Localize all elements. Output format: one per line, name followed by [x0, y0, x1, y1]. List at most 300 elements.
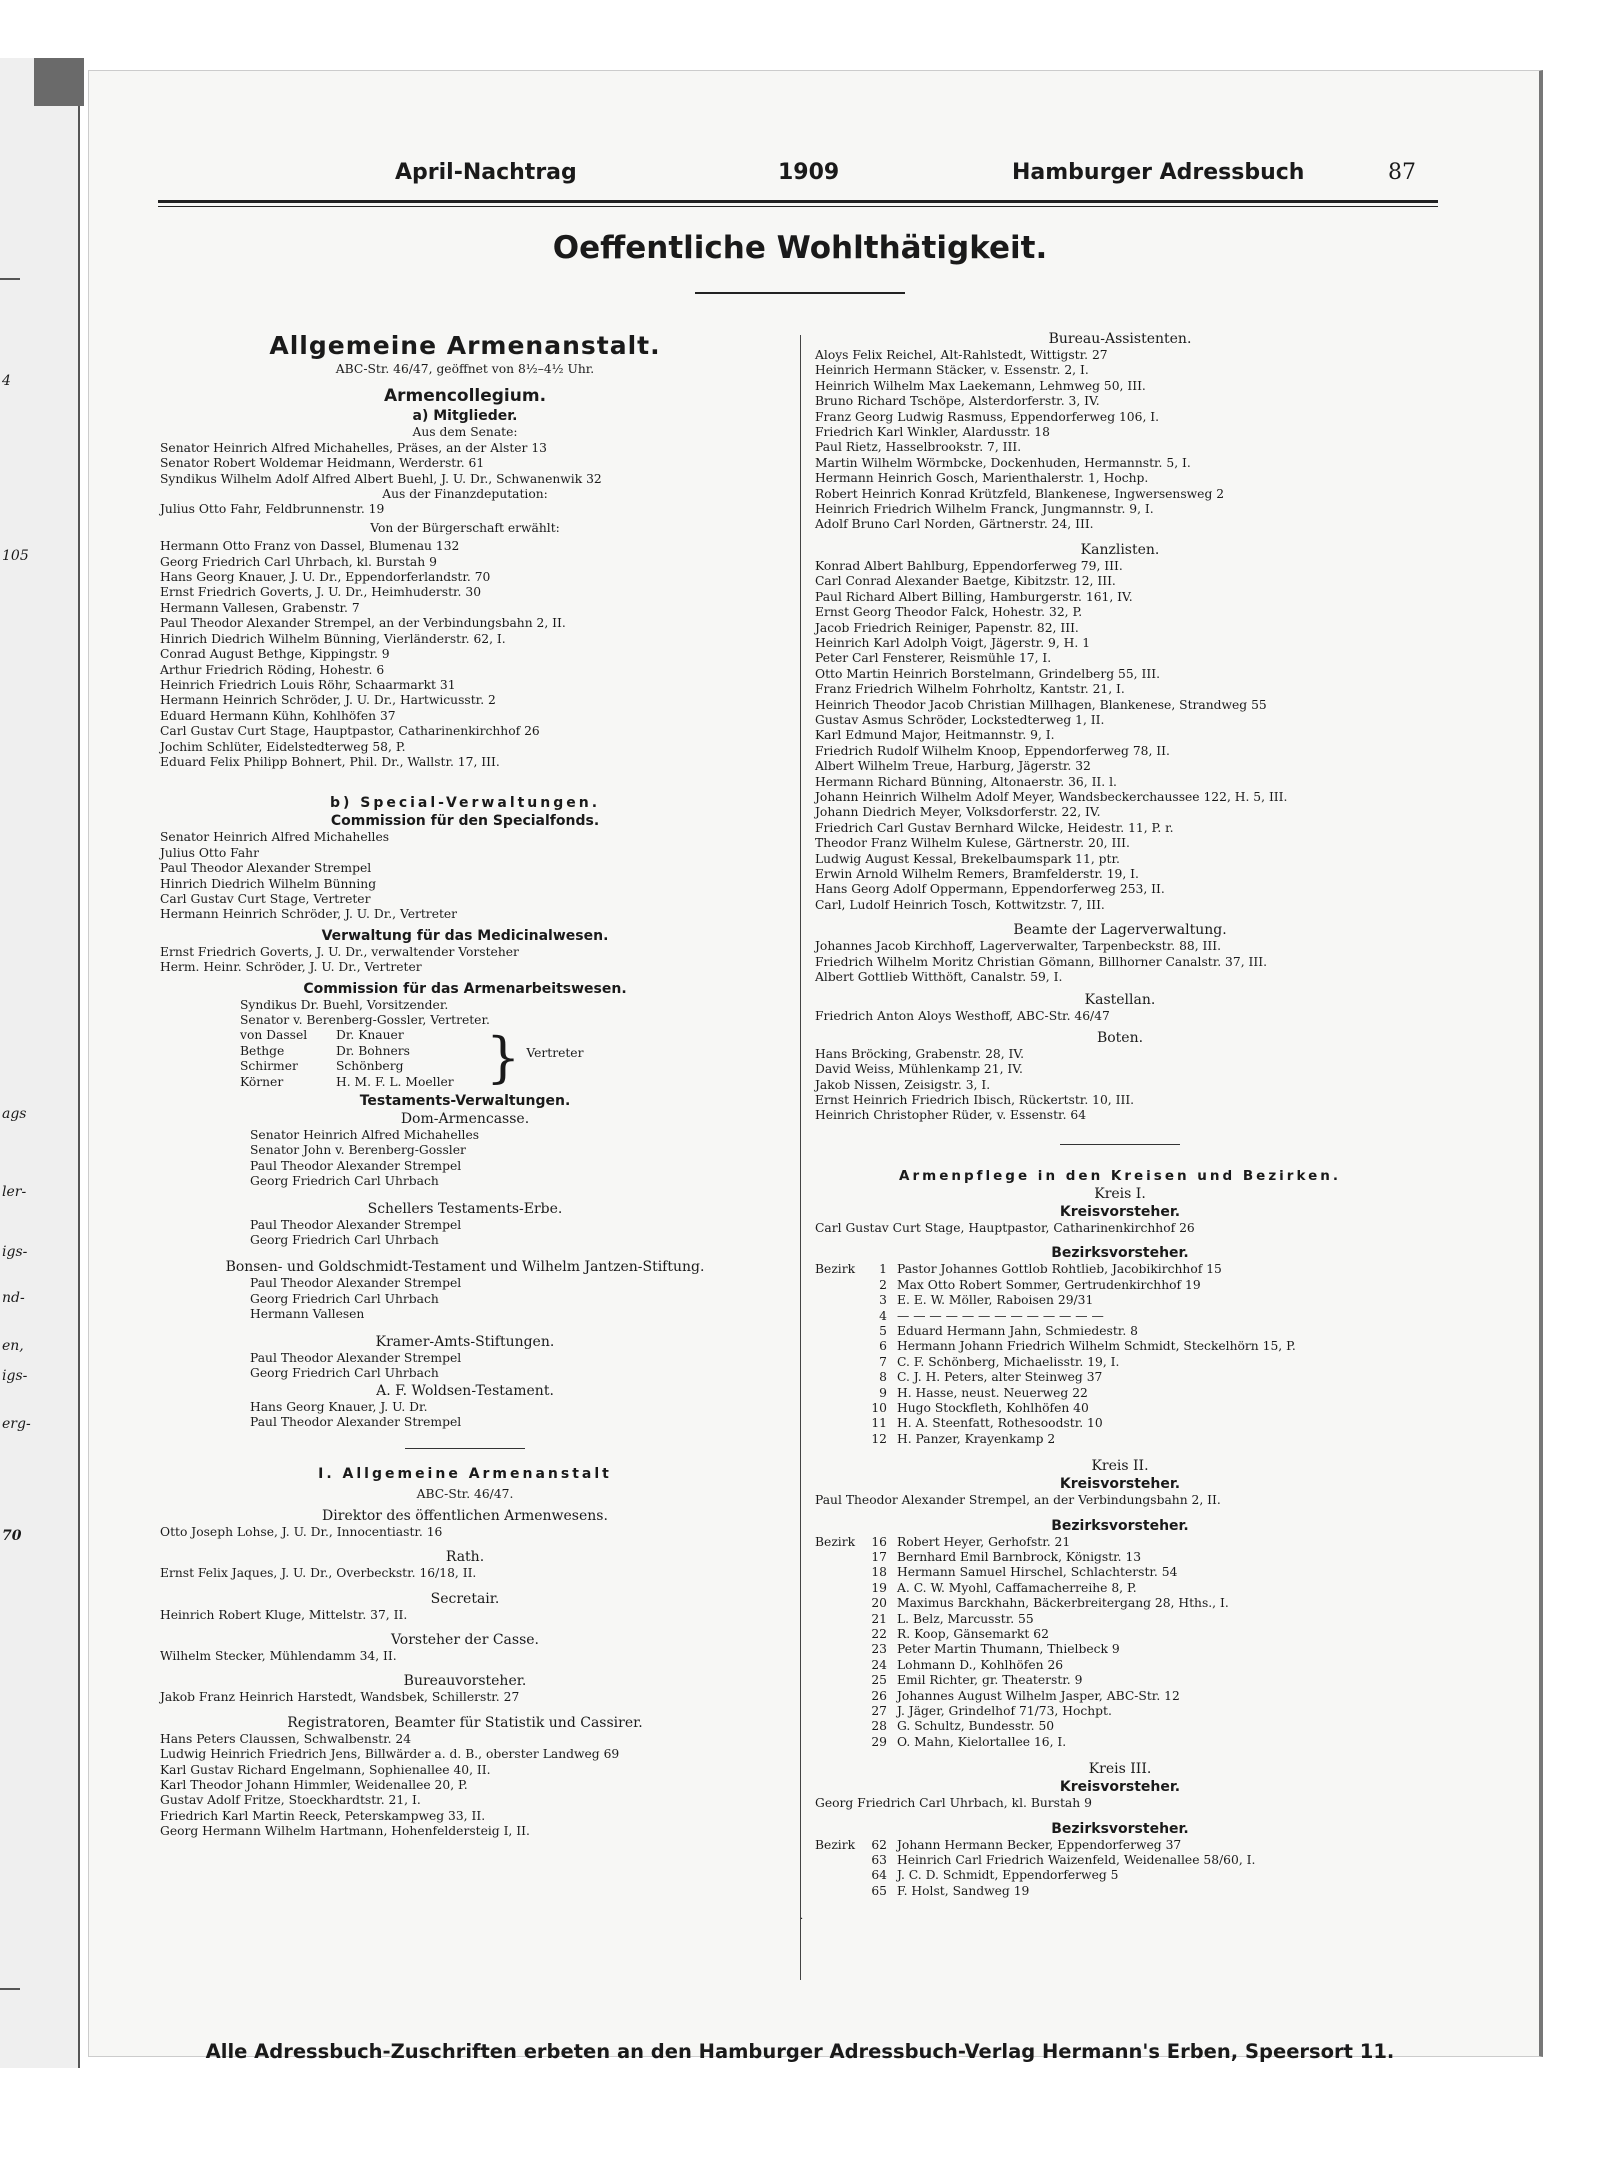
- section-divider: [405, 1448, 525, 1449]
- address-line: ABC-Str. 46/47, geöffnet von 8½–4½ Uhr.: [335, 362, 595, 376]
- precinct-row: [815, 1309, 1425, 1324]
- precinct-number: 9: [879, 1385, 887, 1400]
- precinct-label: Bezirk: [815, 1837, 856, 1852]
- precinct-row: [815, 1370, 1425, 1385]
- precinct-row: [815, 1339, 1425, 1354]
- precinct-label: [815, 1689, 859, 1704]
- group-heading: Bureauvorsteher.: [403, 1673, 527, 1690]
- precinct-row: [815, 1673, 1425, 1688]
- castellan-list: [815, 1009, 1425, 1024]
- list-item: Friedrich Rudolf Wilhelm Knoop, Eppendorferweg 78, II.: [815, 743, 1170, 758]
- precinct-row: [815, 1719, 1425, 1734]
- precinct-row: [815, 1355, 1425, 1370]
- precinct-label: [815, 1370, 859, 1385]
- list-item: Ernst Georg Theodor Falck, Hohestr. 32, P.: [815, 605, 1083, 620]
- list-item: Ernst Friedrich Goverts, J. U. Dr., Heimhuderstr. 30: [160, 585, 482, 600]
- citizen-members-list: [160, 539, 770, 770]
- precinct-label: [815, 1735, 859, 1750]
- secretary-list: [160, 1608, 770, 1623]
- substitute-column: [336, 1028, 496, 1090]
- precinct-head: Max Otto Robert Sommer, Gertrudenkirchhof 19: [897, 1277, 1201, 1292]
- list-item: Paul Richard Albert Billing, Hamburgerstr. 161, IV.: [815, 589, 1133, 604]
- precinct-row: [815, 1432, 1425, 1447]
- precinct-row: [815, 1612, 1425, 1627]
- list-item: Johann Heinrich Wilhelm Adolf Meyer, Wandsbeckerchaussee 122, H. 5, III.: [815, 789, 1288, 804]
- district-head: Carl Gustav Curt Stage, Hauptpastor, Catharinenkirchhof 26: [815, 1220, 1195, 1235]
- list-item: Friedrich Carl Gustav Bernhard Wilcke, Heidestr. 11, P. r.: [815, 820, 1174, 835]
- group-heading: Kanzlisten.: [1080, 541, 1160, 558]
- prev-page-fragment: en,: [2, 1338, 24, 1354]
- list-item: Albert Wilhelm Treue, Harburg, Jägerstr. 32: [815, 759, 1091, 774]
- substitute-column: [240, 1028, 336, 1090]
- list-item: Senator Heinrich Alfred Michahelles: [250, 1128, 480, 1143]
- brace: }: [486, 1026, 521, 1090]
- precinct-number: 22: [871, 1627, 887, 1641]
- precinct-row: [815, 1565, 1425, 1580]
- page-title: Oeffentliche Wohlthätigkeit.: [552, 230, 1048, 266]
- precinct-row: [815, 1642, 1425, 1657]
- precinct-label: [815, 1432, 859, 1447]
- director-list: [160, 1525, 770, 1540]
- list-item: Senator v. Berenberg-Gossler, Vertreter.: [240, 1013, 490, 1027]
- list-item: Senator Heinrich Alfred Michahelles, Präses, an der Alster 13: [160, 440, 547, 455]
- group-heading: Aus dem Senate:: [412, 425, 518, 440]
- list-item: Georg Hermann Wilhelm Hartmann, Hohenfeldersteig I, II.: [160, 1824, 530, 1839]
- precinct-head: H. Hasse, neust. Neuerweg 22: [897, 1385, 1088, 1400]
- district-head-label: Kreisvorsteher.: [1059, 1476, 1181, 1493]
- list-item: Georg Friedrich Carl Uhrbach: [250, 1174, 439, 1189]
- precinct-head: Johann Hermann Becker, Eppendorferweg 37: [897, 1837, 1182, 1852]
- precinct-label: [815, 1565, 859, 1580]
- substitute-block: [160, 1028, 770, 1090]
- list-item: Julius Otto Fahr, Feldbrunnenstr. 19: [160, 502, 385, 517]
- list-item: Paul Theodor Alexander Strempel: [160, 861, 372, 876]
- list-item: Carl Gustav Curt Stage, Hauptpastor, Catharinenkirchhof 26: [160, 724, 540, 739]
- precinct-row: [815, 1278, 1425, 1293]
- precinct-row: [815, 1689, 1425, 1704]
- precinct-head: C. J. H. Peters, alter Steinweg 37: [897, 1370, 1103, 1385]
- precinct-label: [815, 1612, 859, 1627]
- scheller-list: [160, 1218, 770, 1249]
- precinct-row: [815, 1535, 1425, 1550]
- list-item: Jochim Schlüter, Eidelstedterweg 58, P.: [160, 739, 406, 754]
- group-heading: Rath.: [445, 1549, 485, 1566]
- precinct-number: 16: [871, 1534, 887, 1549]
- previous-page-edge: [0, 58, 80, 2068]
- list-item: Körner: [240, 1074, 284, 1089]
- precinct-number: 27: [871, 1704, 887, 1719]
- district-head: Paul Theodor Alexander Strempel, an der Verbindungsbahn 2, II.: [815, 1493, 1221, 1508]
- list-item: Jakob Nissen, Zeisigstr. 3, I.: [815, 1077, 991, 1092]
- section-heading: Armencollegium.: [383, 386, 547, 407]
- prev-page-fragment: 70: [2, 1528, 22, 1544]
- list-item: Hermann Richard Bünning, Altonaerstr. 36, II. l.: [815, 774, 1117, 789]
- senate-members-list: [160, 441, 770, 487]
- list-item: Ludwig August Kessal, Brekelbaumspark 11, ptr.: [815, 851, 1120, 866]
- precinct-label: Bezirk: [815, 1262, 856, 1277]
- list-item: Paul Theodor Alexander Strempel: [250, 1414, 462, 1429]
- precinct-number: 62: [871, 1837, 887, 1852]
- page-mark: ·: [800, 1914, 804, 1925]
- precinct-head: Heinrich Carl Friedrich Waizenfeld, Weidenallee 58/60, I.: [897, 1853, 1256, 1868]
- list-item: Carl, Ludolf Heinrich Tosch, Kottwitzstr. 7, III.: [815, 897, 1105, 912]
- prev-page-rule: [0, 1988, 20, 1990]
- warehouse-staff-list: [815, 939, 1425, 985]
- precinct-head: Hugo Stockfleth, Kohlhöfen 40: [897, 1400, 1089, 1415]
- subsection-heading: Testaments-Verwaltungen.: [359, 1093, 571, 1110]
- list-item: Wilhelm Stecker, Mühlendamm 34, II.: [160, 1648, 397, 1663]
- precinct-row: [815, 1596, 1425, 1611]
- list-item: Heinrich Friedrich Wilhelm Franck, Jungmannstr. 9, I.: [815, 502, 1154, 517]
- list-item: Martin Wilhelm Wörmbcke, Dockenhuden, Hermannstr. 5, I.: [815, 455, 1191, 470]
- precinct-number: 12: [871, 1431, 887, 1446]
- precinct-head: J. Jäger, Grindelhof 71/73, Hochpt.: [897, 1704, 1112, 1719]
- list-item: Dr. Knauer: [336, 1028, 404, 1043]
- precinct-label: [815, 1884, 859, 1899]
- list-item: Paul Theodor Alexander Strempel: [250, 1350, 462, 1365]
- precinct-head-label: Bezirksvorsteher.: [1051, 1820, 1189, 1837]
- list-item: Senator John v. Berenberg-Gossler: [250, 1143, 466, 1158]
- title-rule: [695, 292, 905, 294]
- list-item: Heinrich Wilhelm Max Laekemann, Lehmweg 50, III.: [815, 378, 1146, 393]
- list-item: Karl Edmund Major, Heitmannstr. 9, I.: [815, 728, 1055, 743]
- list-item: Heinrich Christopher Rüder, v. Essenstr. 64: [815, 1108, 1087, 1123]
- group-heading: Kastellan.: [1084, 992, 1156, 1009]
- commission-list: [160, 830, 770, 922]
- precinct-number: 10: [871, 1400, 887, 1415]
- precinct-head: Bernhard Emil Barnbrock, Königstr. 13: [897, 1549, 1142, 1564]
- council-list: [160, 1566, 770, 1581]
- precinct-label: [815, 1309, 859, 1324]
- precinct-row: [815, 1293, 1425, 1308]
- precinct-row: [815, 1838, 1425, 1853]
- group-heading: Registratoren, Beamter für Statistik und Cassirer.: [287, 1714, 643, 1731]
- list-item: Hermann Vallesen: [250, 1307, 365, 1322]
- list-item: Carl Conrad Alexander Baetge, Kibitzstr. 12, III.: [815, 574, 1116, 589]
- list-item: Ernst Felix Jaques, J. U. Dr., Overbeckstr. 16/18, II.: [160, 1566, 477, 1581]
- list-item: Johann Diedrich Meyer, Volksdorferstr. 22, IV.: [815, 805, 1101, 820]
- prev-page-rule: [0, 278, 20, 280]
- list-item: Erwin Arnold Wilhelm Remers, Bramfelderstr. 19, I.: [815, 867, 1139, 881]
- precinct-number: 1: [879, 1262, 887, 1277]
- list-item: Paul Rietz, Hasselbrookstr. 7, III.: [815, 440, 1022, 455]
- precinct-head: Robert Heyer, Gerhofstr. 21: [897, 1534, 1071, 1549]
- precinct-label: [815, 1658, 859, 1673]
- registrar-list: [160, 1732, 770, 1840]
- precinct-head: Hermann Johann Friedrich Wilhelm Schmidt, Steckelhörn 15, P.: [897, 1339, 1296, 1354]
- precinct-label: [815, 1642, 859, 1657]
- list-item: Bruno Richard Tschöpe, Alsterdorferstr. 3, IV.: [815, 394, 1100, 409]
- list-item: Theodor Franz Wilhelm Kulese, Gärtnerstr. 20, III.: [815, 836, 1130, 851]
- precinct-number: 29: [871, 1734, 887, 1749]
- precinct-label: [815, 1355, 859, 1370]
- precinct-head: O. Mahn, Kielortallee 16, I.: [897, 1734, 1067, 1749]
- precinct-number: 19: [871, 1580, 887, 1595]
- precinct-head: — — — — — — — — — — — — —: [897, 1308, 1104, 1323]
- prev-page-fragment: igs-: [2, 1368, 28, 1384]
- list-item: Paul Theodor Alexander Strempel: [250, 1158, 462, 1173]
- prev-page-fragment: nd-: [2, 1290, 25, 1306]
- list-item: Senator Robert Woldemar Heidmann, Werderstr. 61: [160, 456, 485, 471]
- list-item: Hinrich Diedrich Wilhelm Bünning: [160, 876, 377, 891]
- list-item: Hans Georg Adolf Oppermann, Eppendorferweg 253, II.: [815, 882, 1165, 897]
- clerks-list: [815, 559, 1425, 913]
- list-item: Hermann Otto Franz von Dassel, Blumenau 132: [160, 539, 460, 554]
- list-item: Eduard Hermann Kühn, Kohlhöfen 37: [160, 708, 396, 723]
- precinct-head: H. A. Steenfatt, Rothesoodstr. 10: [897, 1416, 1103, 1431]
- list-item: Paul Theodor Alexander Strempel: [250, 1217, 462, 1232]
- precinct-number: 2: [879, 1277, 887, 1292]
- list-item: Friedrich Wilhelm Moritz Christian Gömann, Billhorner Canalstr. 37, III.: [815, 954, 1267, 969]
- precinct-row: [815, 1868, 1425, 1883]
- header-rule: [158, 206, 1438, 207]
- address-line: ABC-Str. 46/47.: [416, 1487, 514, 1502]
- list-item: Franz Friedrich Wilhelm Fohrholtz, Kantstr. 21, I.: [815, 682, 1125, 697]
- precinct-number: 26: [871, 1688, 887, 1703]
- precinct-row: [815, 1262, 1425, 1277]
- precinct-number: 8: [879, 1370, 887, 1385]
- list-item: Paul Theodor Alexander Strempel, an der Verbindungsbahn 2, II.: [160, 616, 566, 631]
- precinct-head: Pastor Johannes Gottlob Rohtlieb, Jacobikirchhof 15: [897, 1262, 1222, 1277]
- list-item: Bethge: [240, 1043, 285, 1058]
- list-item: Herm. Heinr. Schröder, J. U. Dr., Vertreter: [160, 960, 422, 975]
- list-item: Jakob Franz Heinrich Harstedt, Wandsbek, Schillerstr. 27: [160, 1690, 520, 1705]
- precinct-number: 6: [879, 1339, 887, 1354]
- list-item: von Dassel: [240, 1028, 308, 1043]
- precinct-label: [815, 1853, 859, 1868]
- precinct-label: [815, 1416, 859, 1431]
- precinct-label: [815, 1293, 859, 1308]
- list-item: Friedrich Karl Winkler, Alardusstr. 18: [815, 425, 1050, 440]
- precinct-row: [815, 1735, 1425, 1750]
- precinct-label: [815, 1339, 859, 1354]
- list-item: Schönberg: [336, 1059, 404, 1074]
- group-heading: Beamte der Lagerverwaltung.: [1013, 922, 1227, 939]
- list-item: Syndikus Wilhelm Adolf Alfred Albert Buehl, J. U. Dr., Schwanenwik 32: [160, 471, 602, 486]
- precinct-label: [815, 1627, 859, 1642]
- list-item: Schirmer: [240, 1059, 298, 1074]
- list-item: Hans Georg Knauer, J. U. Dr., Eppendorferlandstr. 70: [160, 570, 491, 585]
- list-item: Hermann Heinrich Gosch, Marienthalerstr. 1, Hochp.: [815, 471, 1149, 486]
- group-heading: Von der Bürgerschaft erwählt:: [370, 520, 560, 535]
- section-heading: Allgemeine Armenanstalt.: [269, 331, 661, 360]
- precinct-label: [815, 1596, 859, 1611]
- list-item: Peter Carl Fensterer, Reismühle 17, I.: [815, 651, 1052, 666]
- list-item: Heinrich Theodor Jacob Christian Millhagen, Blankenese, Strandweg 55: [815, 697, 1267, 712]
- precinct-head: Peter Martin Thumann, Thielbeck 9: [897, 1642, 1120, 1657]
- list-item: Ludwig Heinrich Friedrich Jens, Billwärder a. d. B., oberster Landweg 69: [160, 1747, 620, 1762]
- header-edition: April-Nachtrag: [395, 160, 577, 185]
- precinct-number: 23: [871, 1642, 887, 1657]
- precinct-label: [815, 1324, 859, 1339]
- list-item: Hermann Heinrich Schröder, J. U. Dr., Hartwicusstr. 2: [160, 693, 496, 708]
- list-item: Hans Bröcking, Grabenstr. 28, IV.: [815, 1046, 1025, 1061]
- left-column: [160, 330, 770, 1840]
- group-heading: Aus der Finanzdeputation:: [382, 487, 548, 502]
- precinct-label: [815, 1550, 859, 1565]
- list-item: Georg Friedrich Carl Uhrbach: [250, 1291, 439, 1306]
- list-item: Dr. Bohners: [336, 1043, 410, 1058]
- page-number: 87: [1388, 160, 1416, 185]
- precinct-number: 11: [871, 1416, 887, 1431]
- precinct-row: [815, 1386, 1425, 1401]
- header-rule: [158, 200, 1438, 203]
- precinct-row: [815, 1550, 1425, 1565]
- precinct-head: E. E. W. Möller, Raboisen 29/31: [897, 1293, 1094, 1308]
- medicinal-list: [160, 945, 770, 976]
- precinct-label: [815, 1581, 859, 1596]
- precinct-number: 28: [871, 1719, 887, 1734]
- list-item: Karl Theodor Johann Himmler, Weidenallee 20, P.: [160, 1777, 468, 1792]
- list-item: Adolf Bruno Carl Norden, Gärtnerstr. 24, III.: [815, 517, 1094, 532]
- prev-page-fragment: igs-: [2, 1244, 28, 1260]
- header-year: 1909: [778, 160, 840, 185]
- list-item: Franz Georg Ludwig Rasmuss, Eppendorferweg 106, I.: [815, 409, 1160, 424]
- precinct-head: R. Koop, Gänsemarkt 62: [897, 1627, 1049, 1641]
- precinct-head: L. Belz, Marcusstr. 55: [897, 1611, 1034, 1626]
- section-divider: [1060, 1144, 1180, 1145]
- bureau-head-list: [160, 1690, 770, 1705]
- list-item: Hinrich Diedrich Wilhelm Bünning, Vierländerstr. 62, I.: [160, 631, 506, 646]
- list-item: Karl Gustav Richard Engelmann, Sophienallee 40, II.: [160, 1762, 491, 1777]
- precinct-head: Emil Richter, gr. Theaterstr. 9: [897, 1673, 1083, 1688]
- prev-page-fragment: ler-: [2, 1184, 27, 1200]
- precinct-number: 5: [879, 1323, 887, 1338]
- group-heading: Secretair.: [430, 1590, 500, 1607]
- precinct-head: Hermann Samuel Hirschel, Schlachterstr. 54: [897, 1565, 1178, 1580]
- precinct-head: Johannes August Wilhelm Jasper, ABC-Str. 12: [897, 1688, 1180, 1703]
- list-item: Senator Heinrich Alfred Michahelles: [160, 830, 390, 845]
- precinct-head: C. F. Schönberg, Michaelisstr. 19, I.: [897, 1354, 1120, 1369]
- precinct-row: [815, 1627, 1425, 1642]
- precinct-row: [815, 1401, 1425, 1416]
- precinct-head: J. C. D. Schmidt, Eppendorferweg 5: [897, 1868, 1119, 1883]
- dom-list: [160, 1128, 770, 1190]
- list-item: Hermann Heinrich Schröder, J. U. Dr., Vertreter: [160, 907, 458, 922]
- precinct-row: [815, 1581, 1425, 1596]
- group-heading: A. F. Woldsen-Testament.: [376, 1382, 554, 1399]
- list-item: Hans Georg Knauer, J. U. Dr.: [250, 1399, 428, 1414]
- prev-page-fragment: ags: [2, 1106, 27, 1122]
- list-item: Konrad Albert Bahlburg, Eppendorferweg 79, III.: [815, 558, 1123, 573]
- precinct-number: 64: [871, 1868, 887, 1883]
- group-heading: Schellers Testaments-Erbe.: [367, 1200, 563, 1217]
- precinct-head: A. C. W. Myohl, Caffamacherreihe 8, P.: [897, 1580, 1137, 1595]
- precinct-head: H. Panzer, Krayenkamp 2: [897, 1431, 1056, 1446]
- subsection-heading: a) Mitglieder.: [412, 408, 518, 425]
- prev-page-fragment: 105: [2, 548, 29, 564]
- precinct-number: 7: [879, 1354, 887, 1369]
- list-item: Gustav Asmus Schröder, Lockstedterweg 1, II.: [815, 712, 1105, 727]
- list-item: Arthur Friedrich Röding, Hohestr. 6: [160, 662, 385, 677]
- group-heading: Kramer-Amts-Stiftungen.: [375, 1333, 555, 1350]
- messengers-list: [815, 1047, 1425, 1124]
- header-book-title: Hamburger Adressbuch: [1012, 160, 1305, 185]
- list-item: Otto Joseph Lohse, J. U. Dr., Innocentiastr. 16: [160, 1524, 443, 1539]
- list-item: H. M. F. L. Moeller: [336, 1074, 454, 1089]
- precinct-number: 63: [871, 1853, 887, 1868]
- list-item: Ernst Heinrich Friedrich Ibisch, Rückertstr. 10, III.: [815, 1093, 1135, 1108]
- precinct-row: [815, 1704, 1425, 1719]
- precinct-head-label: Bezirksvorsteher.: [1051, 1245, 1189, 1262]
- list-item: David Weiss, Mühlenkamp 21, IV.: [815, 1062, 1023, 1077]
- precinct-label: Bezirk: [815, 1534, 856, 1549]
- list-item: Robert Heinrich Konrad Krützfeld, Blankenese, Ingwersensweg 2: [815, 486, 1225, 501]
- page-footer: Alle Adressbuch-Zuschriften erbeten an den Hamburger Adressbuch-Verlag Hermann's Erben, Speersort 11.: [205, 2040, 1395, 2063]
- list-item: Hans Peters Claussen, Schwalbenstr. 24: [160, 1731, 412, 1746]
- right-column: [815, 330, 1425, 1909]
- group-heading: Vorsteher der Casse.: [390, 1631, 540, 1648]
- section-heading: I. Allgemeine Armenanstalt: [318, 1466, 612, 1483]
- precinct-number: 3: [879, 1293, 887, 1308]
- district-head-label: Kreisvorsteher.: [1059, 1203, 1181, 1220]
- group-heading: Bonsen- und Goldschmidt-Testament und Wilhelm Jantzen-Stiftung.: [225, 1259, 705, 1276]
- precinct-head: Eduard Hermann Jahn, Schmiedestr. 8: [897, 1323, 1138, 1338]
- list-item: Georg Friedrich Carl Uhrbach, kl. Burstah 9: [160, 554, 437, 569]
- list-item: Gustav Adolf Fritze, Stoeckhardtstr. 21, I.: [160, 1793, 421, 1808]
- list-item: Ernst Friedrich Goverts, J. U. Dr., verwaltender Vorsteher: [160, 944, 519, 959]
- precinct-head: Maximus Barckhahn, Bäckerbreitergang 28, Hths., I.: [897, 1596, 1229, 1611]
- binding-shadow: [34, 58, 84, 106]
- list-item: Syndikus Dr. Buehl, Vorsitzender.: [240, 997, 449, 1012]
- list-item: Paul Theodor Alexander Strempel: [250, 1276, 462, 1291]
- precinct-label: [815, 1386, 859, 1401]
- subsection-heading: Verwaltung für das Medicinalwesen.: [321, 927, 609, 944]
- precinct-row: [815, 1884, 1425, 1899]
- subsection-heading: b) Special-Verwaltungen.: [329, 795, 601, 812]
- district-head-label: Kreisvorsteher.: [1059, 1779, 1181, 1796]
- prev-page-fragment: 4: [2, 373, 11, 389]
- cashier-list: [160, 1649, 770, 1664]
- subsection-heading: Commission für den Specialfonds.: [330, 813, 600, 830]
- precinct-number: 17: [871, 1549, 887, 1564]
- district-title: Kreis I.: [1094, 1185, 1146, 1202]
- list-item: Julius Otto Fahr: [160, 845, 259, 860]
- district-title: Kreis II.: [1091, 1458, 1149, 1475]
- group-heading: Bureau-Assistenten.: [1048, 331, 1192, 347]
- precinct-number: 4: [879, 1308, 887, 1323]
- precinct-number: 18: [871, 1565, 887, 1580]
- list-item: Jacob Friedrich Reiniger, Papenstr. 82, III.: [815, 620, 1079, 635]
- list-item: Conrad August Bethge, Kippingstr. 9: [160, 647, 390, 662]
- list-item: Friedrich Karl Martin Reeck, Peterskampweg 33, II.: [160, 1808, 486, 1823]
- precinct-label: [815, 1868, 859, 1883]
- district-title: Kreis III.: [1088, 1761, 1152, 1778]
- precinct-number: 21: [871, 1611, 887, 1626]
- list-item: Carl Gustav Curt Stage, Vertreter: [160, 891, 371, 906]
- precinct-label: [815, 1278, 859, 1293]
- precinct-row: [815, 1324, 1425, 1339]
- subsection-heading: Commission für das Armenarbeitswesen.: [303, 980, 627, 997]
- group-heading: Dom-Armencasse.: [400, 1111, 530, 1128]
- precinct-head-label: Bezirksvorsteher.: [1051, 1517, 1189, 1534]
- list-item: Hermann Vallesen, Grabenstr. 7: [160, 600, 360, 615]
- list-item: Johannes Jacob Kirchhoff, Lagerverwalter, Tarpenbeckstr. 88, III.: [815, 939, 1222, 954]
- assistants-list: [815, 348, 1425, 533]
- list-item: Heinrich Karl Adolph Voigt, Jägerstr. 9, H. 1: [815, 635, 1091, 650]
- precinct-number: 25: [871, 1673, 887, 1688]
- list-item: Friedrich Anton Aloys Westhoff, ABC-Str. 46/47: [815, 1009, 1110, 1024]
- precinct-number: 65: [871, 1883, 887, 1898]
- precinct-label: [815, 1719, 859, 1734]
- list-item: Aloys Felix Reichel, Alt-Rahlstedt, Wittigstr. 27: [815, 348, 1108, 362]
- precinct-row: [815, 1416, 1425, 1431]
- list-item: Georg Friedrich Carl Uhrbach: [250, 1233, 439, 1248]
- precinct-number: 24: [871, 1657, 887, 1672]
- work-commission-list: [160, 998, 770, 1029]
- precinct-row: [815, 1658, 1425, 1673]
- list-item: Otto Martin Heinrich Borstelmann, Grindelberg 55, III.: [815, 666, 1160, 681]
